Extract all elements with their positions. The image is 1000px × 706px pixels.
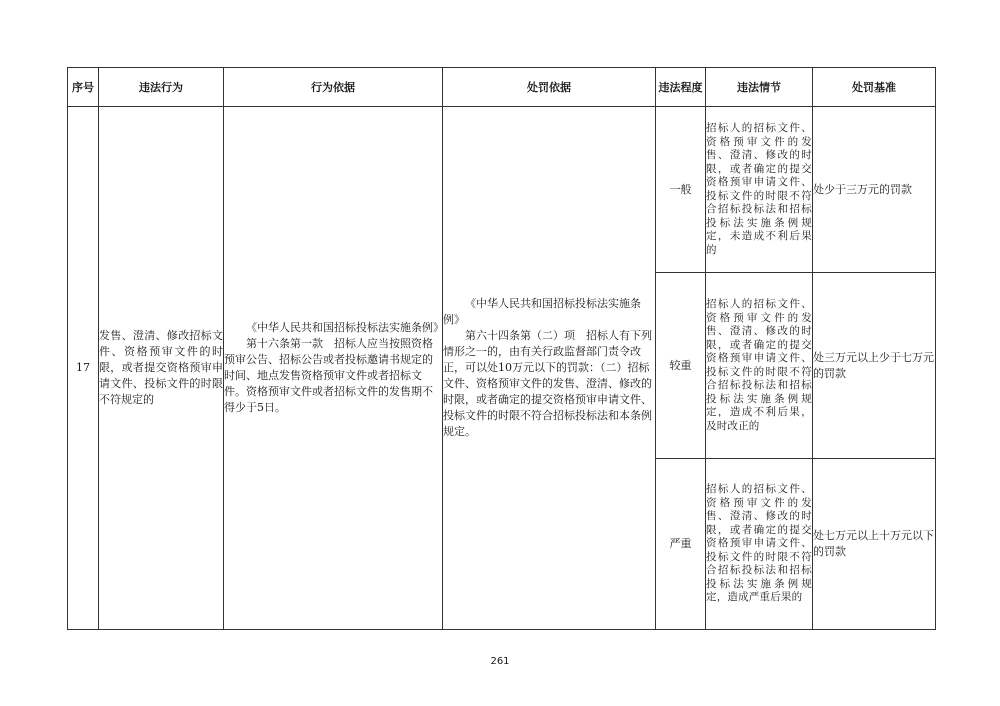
table-row	[68, 107, 936, 273]
degree-serious: 较重	[656, 273, 706, 459]
standard-severe: 处七万元以上十万元以下的罚款	[813, 459, 936, 630]
header-penalty-basis: 处罚依据	[443, 68, 656, 107]
penalty-standards-table	[67, 67, 936, 630]
header-seq: 序号	[68, 68, 99, 107]
penalty-basis-article: 第六十四条第（二）项 招标人有下列情形之一的，由有关行政监督部门责令改正，可以处10万元以下的罚款：（二）招标文件、资格预审文件的发售、澄清、修改的时限，或者确定的提交资格预审申请文件、投标文件的时限不符合招标投标法和本条例规定。	[443, 329, 652, 438]
degree-severe: 严重	[656, 459, 706, 630]
standard-general: 处少于三万元的罚款	[813, 107, 936, 273]
header-act-basis: 行为依据	[224, 68, 443, 107]
degree-general: 一般	[656, 107, 706, 273]
header-violation-circumstance: 违法情节	[706, 68, 813, 107]
page-number: 261	[490, 656, 510, 667]
circumstance-general: 招标人的招标文件、资格预审文件的发售、澄清、修改的时限，或者确定的提交资格预审申请文件、投标文件的时限不符合招标投标法和招标投标法实施条例规定，未造成不利后果的	[706, 107, 813, 273]
header-violation-act: 违法行为	[99, 68, 224, 107]
violation-act-cell: 发售、澄清、修改招标文件、资格预审文件的时限，或者提交资格预审申请文件、投标文件的时限不符规定的	[99, 107, 224, 630]
table-header-row	[68, 68, 936, 107]
penalty-basis-cell	[443, 107, 656, 630]
act-basis-article: 第十六条第一款 招标人应当按照资格预审公告、招标公告或者投标邀请书规定的时间、地点发售资格预审文件或者招标文件。资格预审文件或者招标文件的发售期不得少于5日。	[224, 337, 433, 414]
act-basis-law: 《中华人民共和国招标投标法实施条例》	[246, 321, 444, 334]
header-penalty-standard: 处罚基准	[813, 68, 936, 107]
standard-serious: 处三万元以上少于七万元的罚款	[813, 273, 936, 459]
row-seq-cell: 17	[68, 107, 99, 630]
penalty-basis-law: 《中华人民共和国招标投标法实施条例》	[443, 297, 641, 326]
header-violation-degree: 违法程度	[656, 68, 706, 107]
circumstance-serious: 招标人的招标文件、资格预审文件的发售、澄清、修改的时限，或者确定的提交资格预审申请文件、投标文件的时限不符合招标投标法和招标投标法实施条例规定，造成不利后果，及时改正的	[706, 273, 813, 459]
act-basis-cell	[224, 107, 443, 630]
circumstance-severe: 招标人的招标文件、资格预审文件的发售、澄清、修改的时限，或者确定的提交资格预审申请文件、投标文件的时限不符合招标投标法和招标投标法实施条例规定，造成严重后果的	[706, 459, 813, 630]
